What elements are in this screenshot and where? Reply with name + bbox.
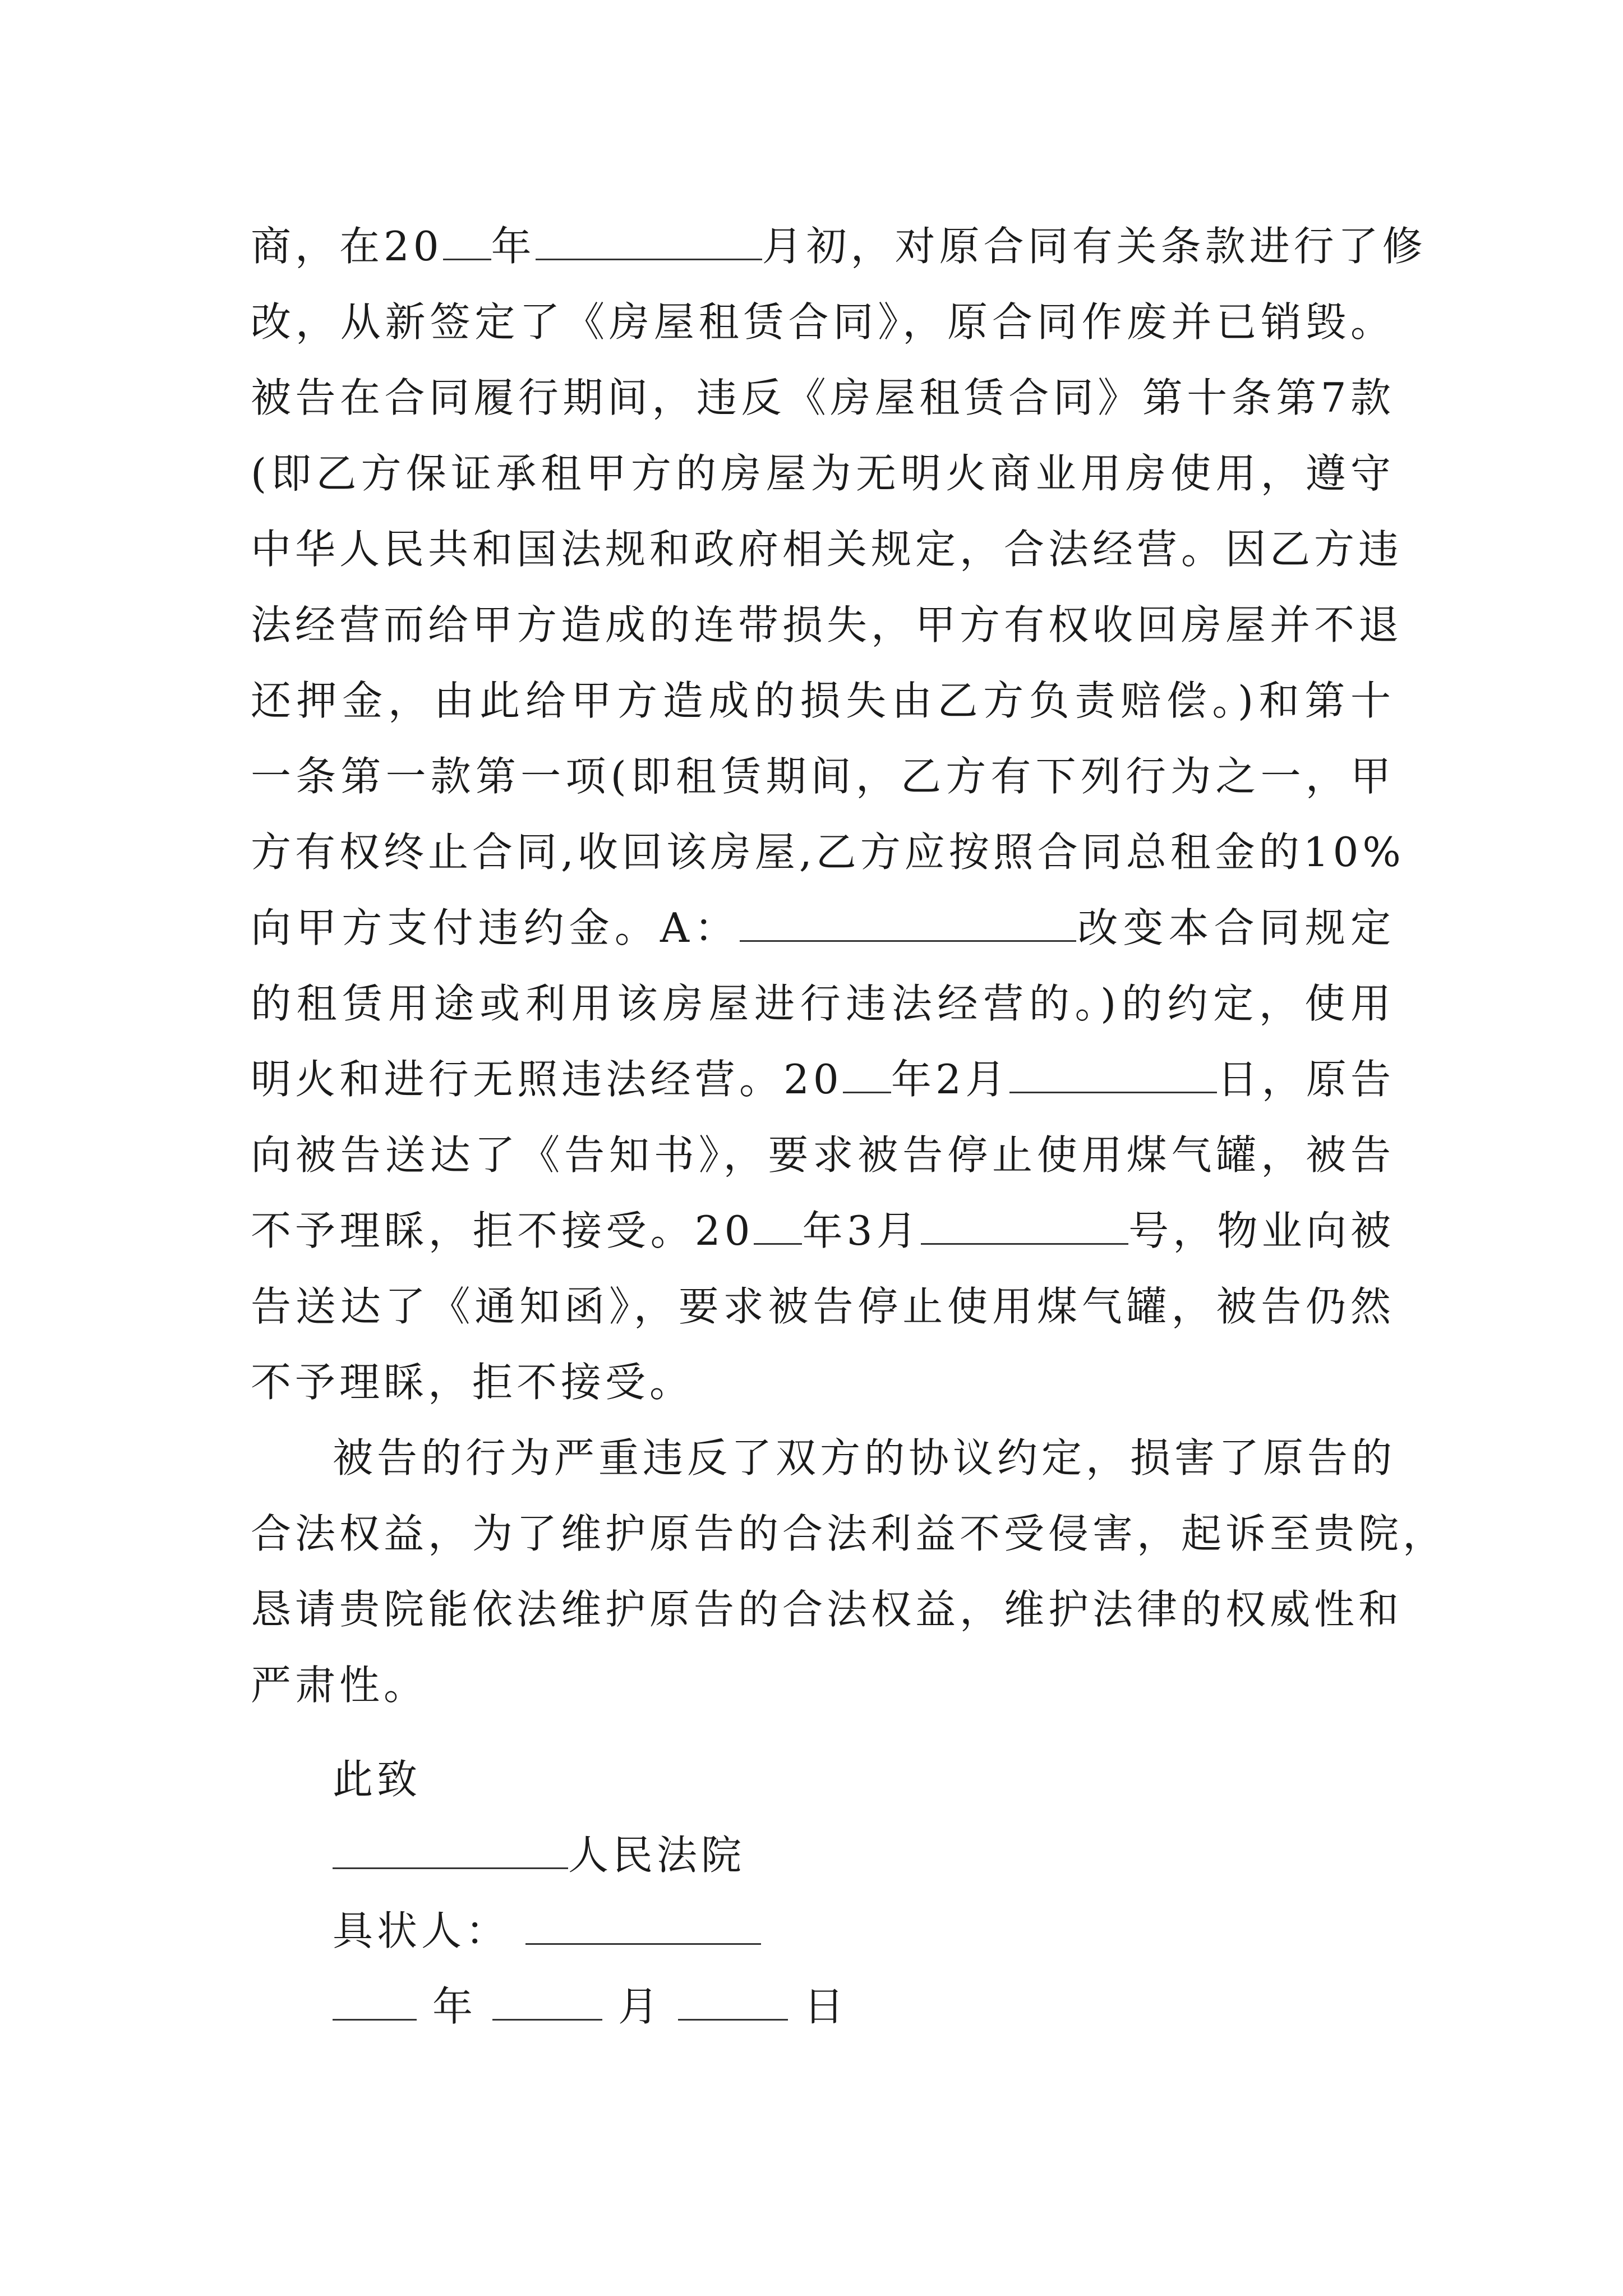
text-segment: 改变本合同规定 <box>1076 904 1395 951</box>
blank-line <box>740 901 1076 942</box>
body-line <box>251 209 1427 284</box>
signer-line <box>333 1893 761 1969</box>
salutation-text: 此致 <box>333 1756 422 1803</box>
body-line: 还押金，由此给甲方造成的损失由乙方负责赔偿。)和第十 <box>251 677 1395 724</box>
body-line: 的租赁用途或利用该房屋进行违法经营的。)的约定，使用 <box>251 980 1395 1027</box>
text-segment: 明火和进行无照违法经营。20 <box>251 1056 843 1103</box>
body-line: 方有权终止合同,收回该房屋,乙方应按照合同总租金的10% <box>251 829 1405 876</box>
body-line: 改，从新签定了《房屋租赁合同》，原合同作废并已销毁。 <box>251 298 1395 346</box>
body-line: 合法权益，为了维护原告的合法利益不受侵害，起诉至贵院， <box>251 1510 1447 1557</box>
blank-line <box>843 1052 891 1093</box>
month-label: 月 <box>618 1983 663 2030</box>
body-line: 法经营而给甲方造成的连带损失，甲方有权收回房屋并不退 <box>251 601 1403 648</box>
blank-line <box>921 1204 1128 1245</box>
day-blank <box>678 1980 788 2021</box>
body-line: 不予理睬，拒不接受。 <box>251 1359 694 1406</box>
blank-line <box>443 219 491 260</box>
body-line <box>251 890 1395 966</box>
text-segment: 向甲方支付违约金。A： <box>251 904 740 951</box>
text-segment: 月初，对原合同有关条款进行了修 <box>762 223 1427 270</box>
date-line <box>333 1969 848 2045</box>
text-segment: 年2月 <box>891 1056 1010 1103</box>
body-line: 被告的行为严重违反了双方的协议约定，损害了原告的 <box>333 1434 1396 1481</box>
body-line: 被告在合同履行期间，违反《房屋租赁合同》第十条第7款 <box>251 374 1395 421</box>
complaint-body <box>251 209 1447 1723</box>
blank-line <box>536 219 762 260</box>
court-name-blank <box>333 1828 568 1869</box>
body-line <box>251 1193 1395 1269</box>
body-line: (即乙方保证承租甲方的房屋为无明火商业用房使用，遵守 <box>251 450 1395 497</box>
body-line: 一条第一款第一项(即租赁期间，乙方有下列行为之一，甲 <box>251 753 1395 800</box>
month-blank <box>492 1980 602 2021</box>
signer-name-blank <box>525 1904 761 1945</box>
court-suffix: 人民法院 <box>568 1832 746 1879</box>
signer-label: 具状人： <box>333 1907 510 1954</box>
body-line: 向被告送达了《告知书》，要求被告停止使用煤气罐，被告 <box>251 1131 1395 1179</box>
text-segment: 年 <box>491 223 536 270</box>
body-line: 恳请贵院能依法维护原告的合法权益，维护法律的权威性和 <box>251 1586 1403 1633</box>
salutation <box>333 1742 421 1818</box>
text-segment: 号，物业向被 <box>1128 1207 1395 1254</box>
year-label: 年 <box>432 1983 477 2030</box>
day-label: 日 <box>804 1983 849 2030</box>
court-line <box>333 1818 745 1893</box>
text-segment: 商，在20 <box>251 223 443 270</box>
text-segment: 日，原告 <box>1217 1056 1395 1103</box>
body-line: 严肃性。 <box>251 1662 428 1709</box>
body-line: 告送达了《通知函》，要求被告停止使用煤气罐，被告仍然 <box>251 1283 1395 1330</box>
body-line: 中华人民共和国法规和政府相关规定，合法经营。因乙方违 <box>251 526 1403 573</box>
blank-line <box>1009 1052 1217 1093</box>
blank-line <box>754 1204 802 1245</box>
year-blank <box>333 1980 417 2021</box>
body-line <box>251 1042 1395 1117</box>
text-segment: 年3月 <box>802 1207 921 1254</box>
text-segment: 不予理睬，拒不接受。20 <box>251 1207 754 1254</box>
